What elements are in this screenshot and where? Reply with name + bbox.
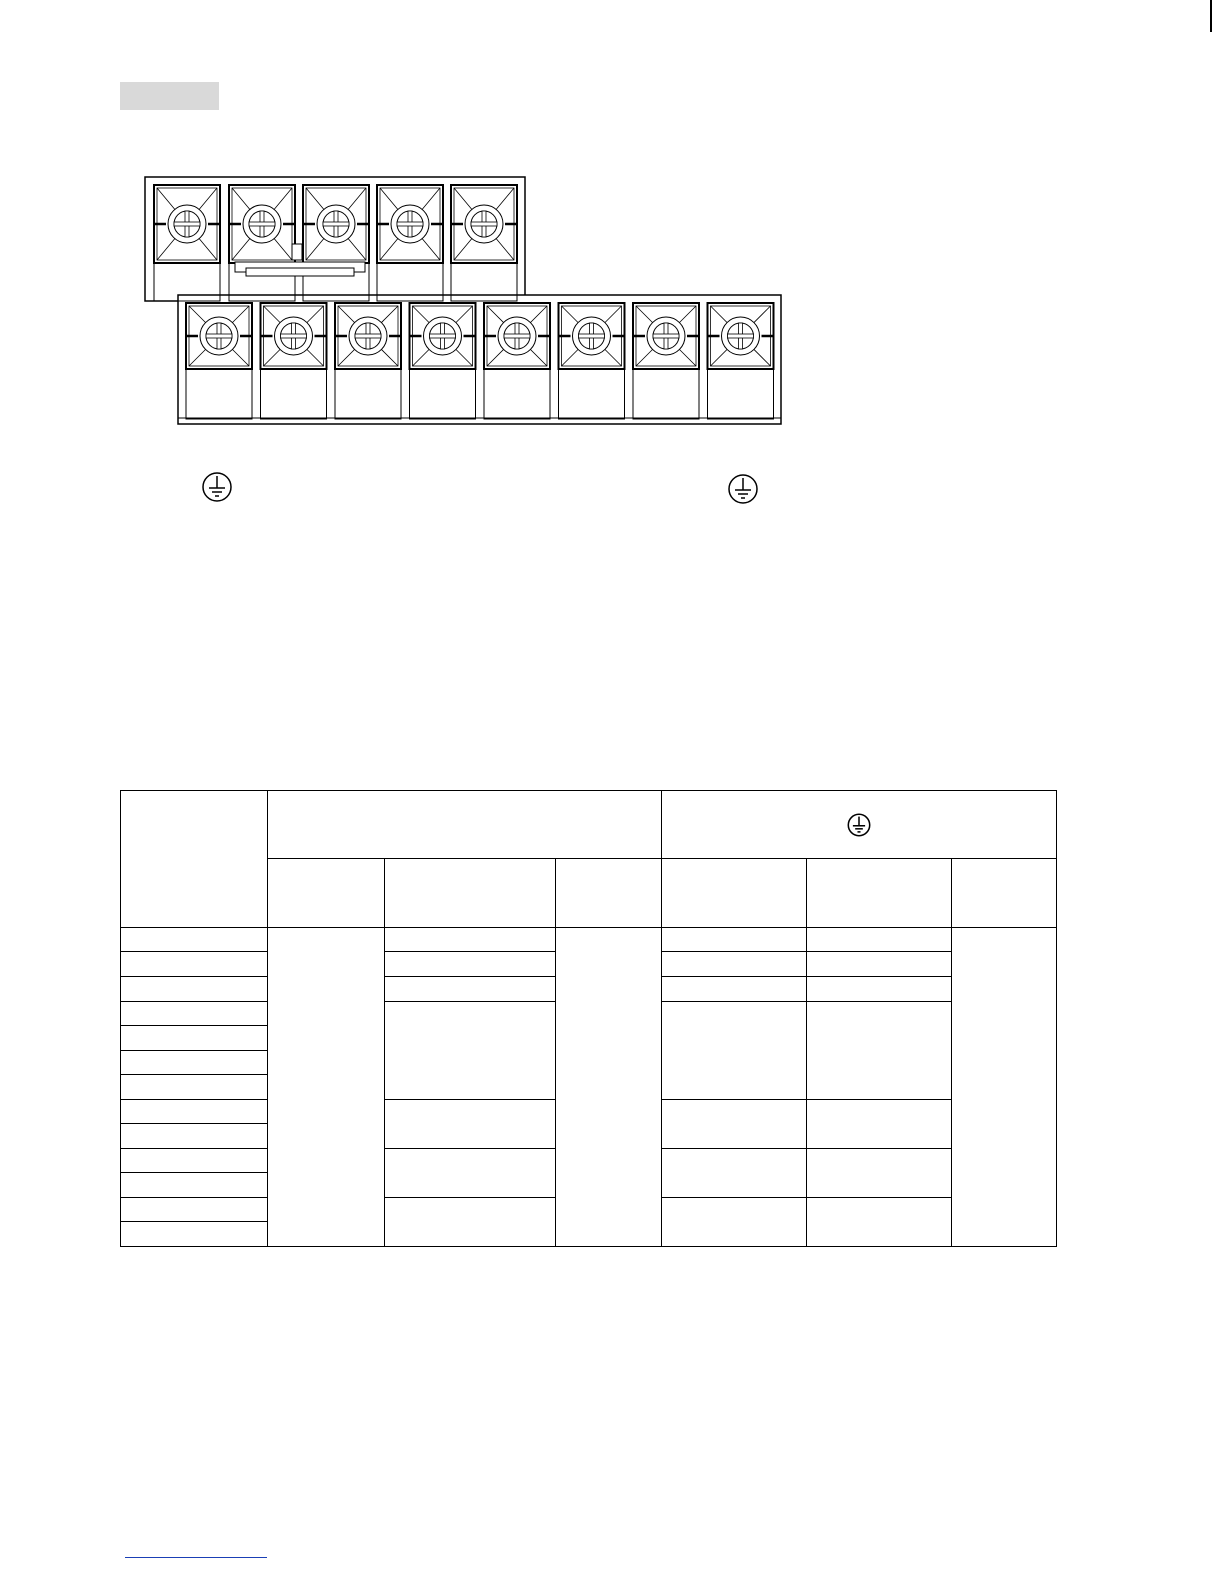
model-cell xyxy=(121,1124,268,1149)
data-cell xyxy=(807,952,952,977)
data-cell xyxy=(385,977,556,1002)
merged-cell-col4 xyxy=(556,928,662,1247)
terminal-layer xyxy=(145,177,781,424)
header-ground-terminal xyxy=(662,791,1057,859)
subheader-1 xyxy=(268,859,385,928)
data-cell xyxy=(807,928,952,952)
data-cell xyxy=(385,1149,556,1198)
ground-icon xyxy=(200,470,234,504)
jumper-tab xyxy=(292,244,302,260)
upper-terminal-5 xyxy=(451,185,517,301)
data-cell xyxy=(385,1002,556,1100)
data-cell xyxy=(807,977,952,1002)
upper-terminal-2 xyxy=(229,185,295,301)
model-cell xyxy=(121,1051,268,1075)
model-cell xyxy=(121,952,268,977)
data-cell xyxy=(807,1100,952,1149)
merged-cell-col2 xyxy=(268,928,385,1247)
model-cell xyxy=(121,1149,268,1173)
model-cell xyxy=(121,1222,268,1247)
header-model xyxy=(121,791,268,928)
subheader-3 xyxy=(556,859,662,928)
page-edge-tab-mark xyxy=(1210,0,1212,32)
data-cell xyxy=(662,952,807,977)
model-cell xyxy=(121,1173,268,1198)
merged-cell-col7 xyxy=(952,928,1057,1247)
data-cell xyxy=(662,1198,807,1247)
data-cell xyxy=(662,1100,807,1149)
model-cell xyxy=(121,1026,268,1051)
subheader-2 xyxy=(385,859,556,928)
model-cell xyxy=(121,1100,268,1124)
model-cell xyxy=(121,1075,268,1100)
data-cell xyxy=(807,1198,952,1247)
data-cell xyxy=(662,977,807,1002)
upper-terminal-1 xyxy=(154,185,220,301)
model-cell xyxy=(121,977,268,1002)
data-cell xyxy=(385,1198,556,1247)
subheader-6 xyxy=(952,859,1057,928)
data-cell xyxy=(662,1149,807,1198)
data-cell xyxy=(662,1002,807,1100)
data-cell xyxy=(385,928,556,952)
upper-terminal-4 xyxy=(377,185,443,301)
ground-icon xyxy=(726,472,760,506)
model-cell xyxy=(121,1002,268,1026)
section-label-bar xyxy=(120,82,219,110)
data-cell xyxy=(662,928,807,952)
data-cell xyxy=(385,952,556,977)
subheader-4 xyxy=(662,859,807,928)
lower-housing xyxy=(178,295,781,424)
model-cell xyxy=(121,1198,268,1222)
data-cell xyxy=(807,1149,952,1198)
header-main-circuit xyxy=(268,791,662,859)
upper-terminal-3 xyxy=(303,185,369,301)
ground-icon xyxy=(846,812,872,838)
terminal-spec-table xyxy=(120,790,1057,1247)
data-cell xyxy=(385,1100,556,1149)
data-cell xyxy=(807,1002,952,1100)
model-cell xyxy=(121,928,268,952)
subheader-5 xyxy=(807,859,952,928)
footer-link-underline[interactable] xyxy=(125,1557,267,1558)
jumper-bar-lower xyxy=(246,268,354,276)
terminal-block-diagram xyxy=(140,170,790,430)
